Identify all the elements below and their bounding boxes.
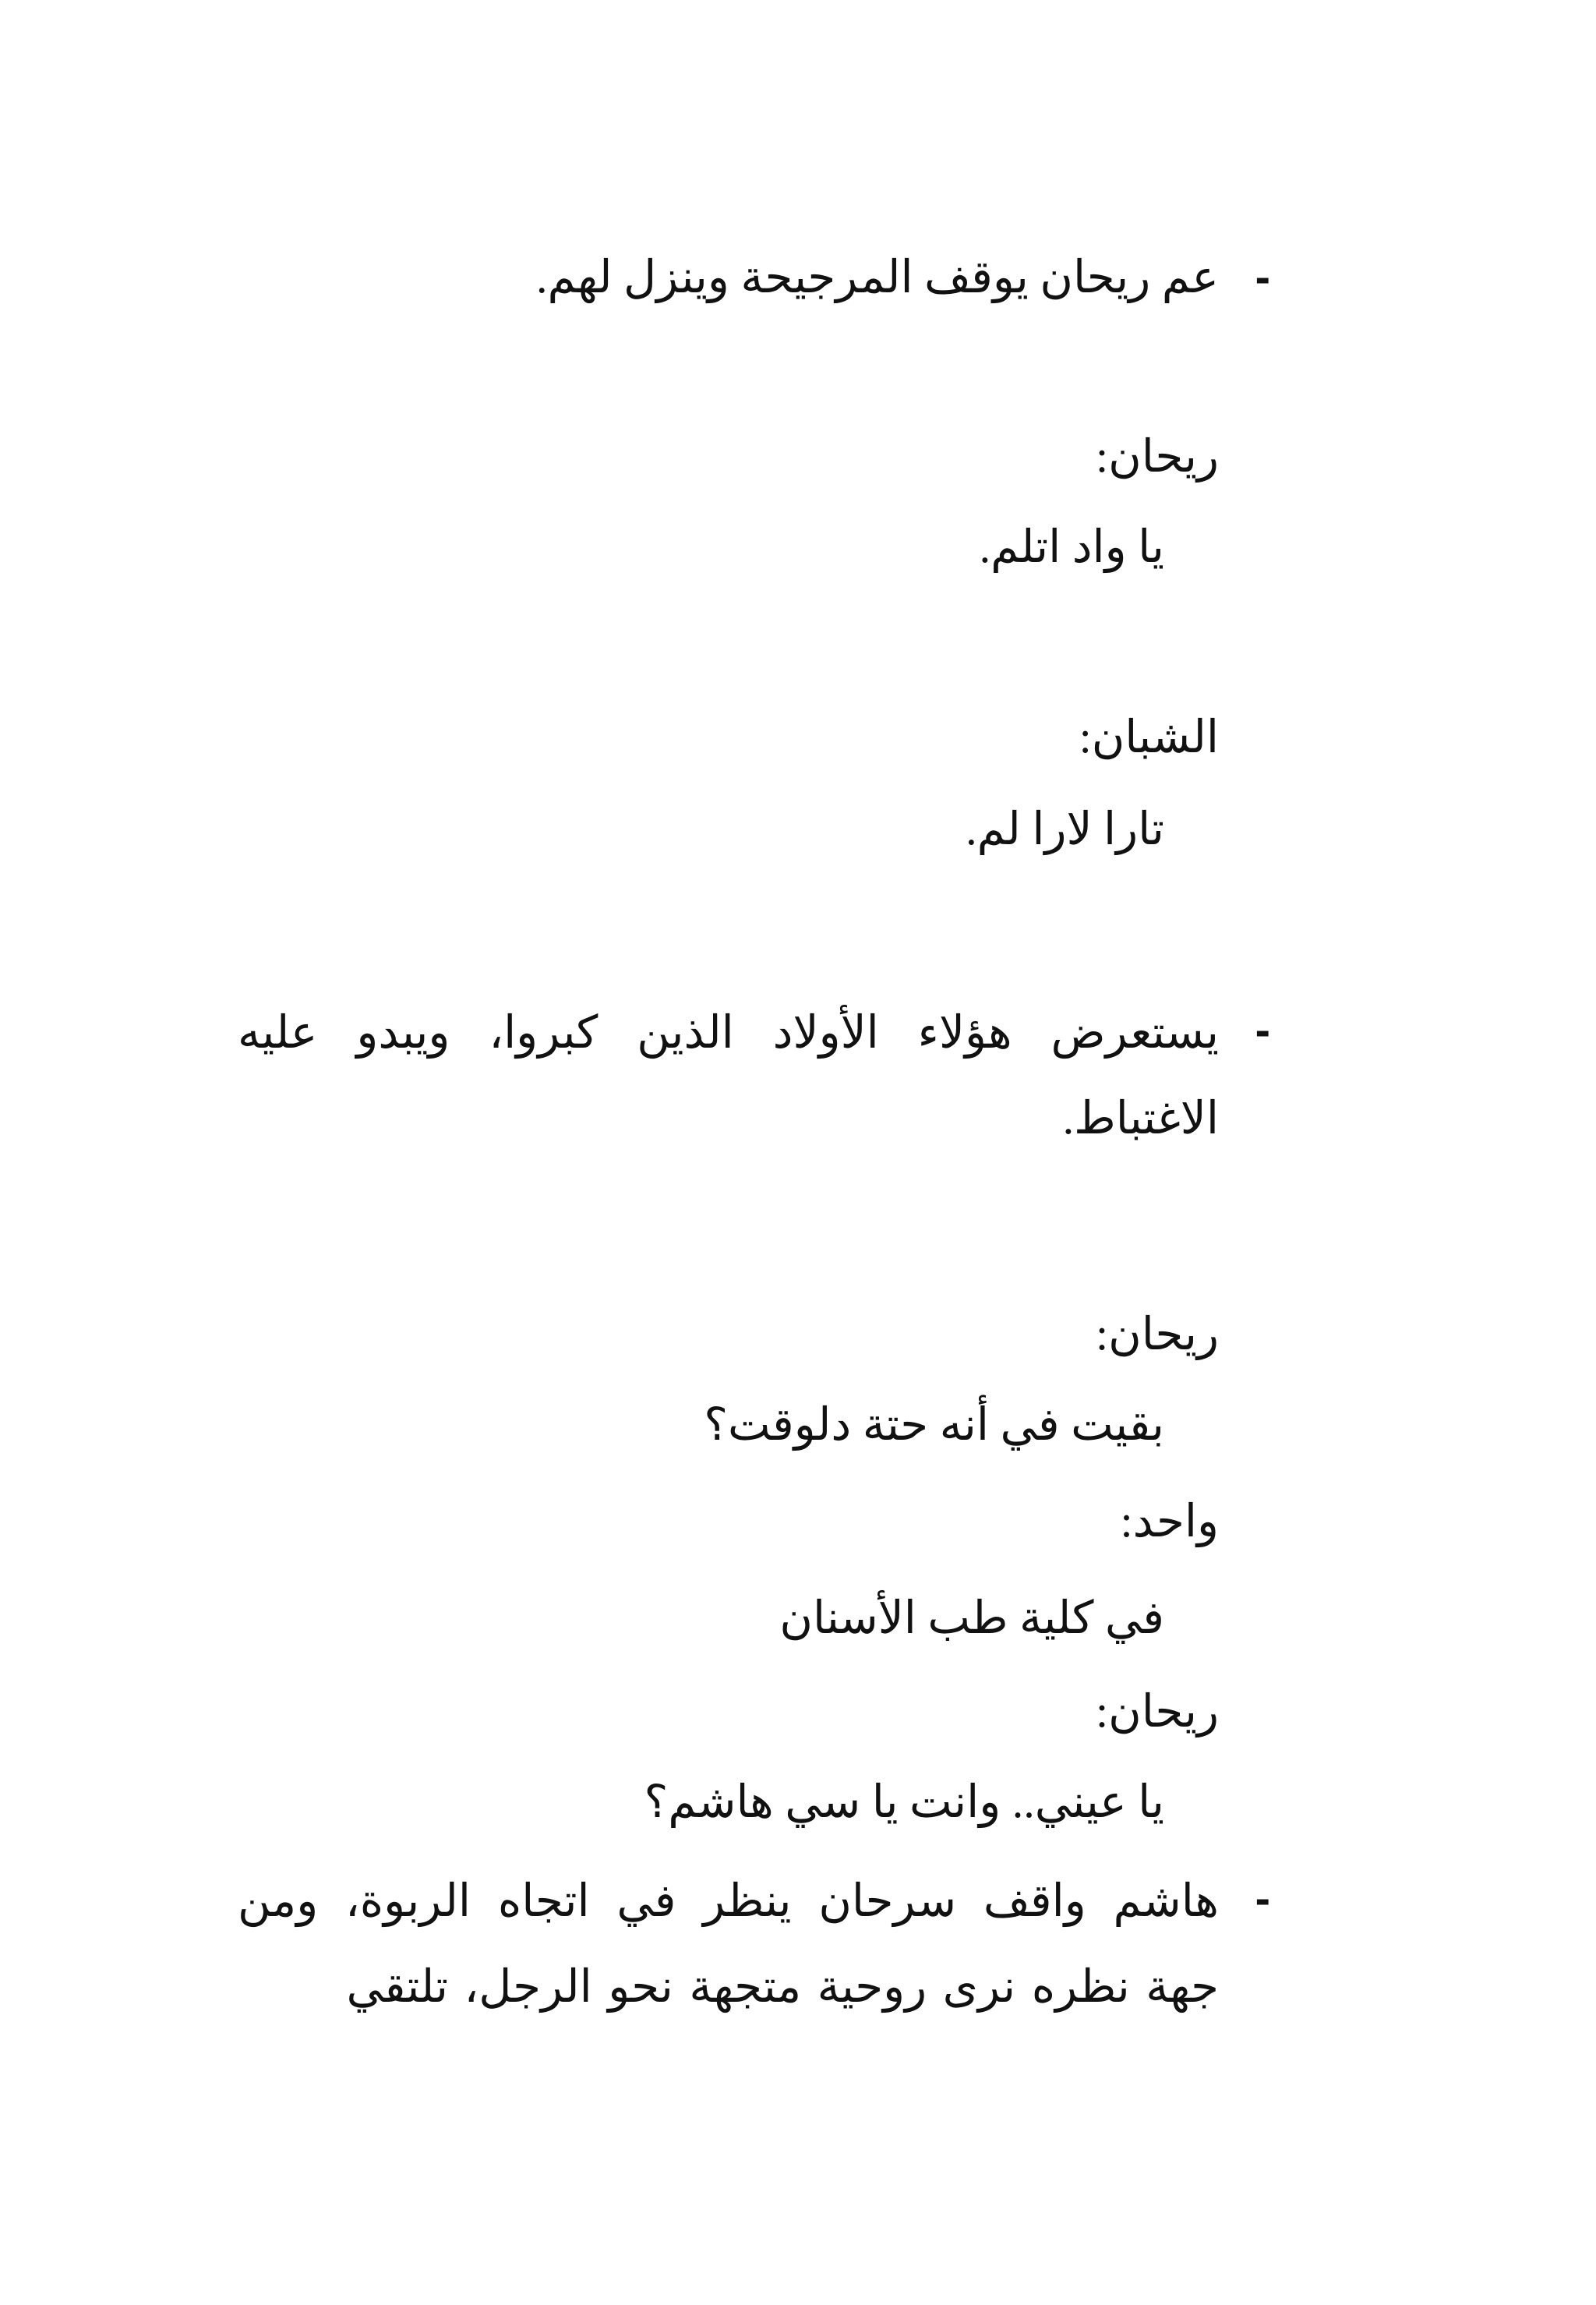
dialogue-line: تارا لارا لم. xyxy=(966,804,1164,854)
speaker-name: ريحان: xyxy=(1096,431,1219,482)
stage-direction: يستعرض هؤلاء الأولاد الذين كبروا، ويبدو عليه الاغتباط. xyxy=(238,1007,1219,1144)
speaker-name: ريحان: xyxy=(1096,1686,1219,1737)
stage-direction: هاشم واقف سرحان ينظر في اتجاه الربوة، ومن جهة نظره نرى روحية متجهة نحو الرجل، تلتقي xyxy=(238,1875,1219,2012)
bullet-marker: - xyxy=(1255,252,1270,302)
dialogue-line: يا عيني.. وانت يا سي هاشم؟ xyxy=(644,1776,1164,1827)
bullet-marker: - xyxy=(1255,1873,1270,1924)
dialogue-line: يا واد اتلم. xyxy=(979,521,1164,572)
dialogue-line: في كلية طب الأسنان xyxy=(779,1593,1164,1643)
speaker-name: الشبان: xyxy=(1079,712,1219,762)
speaker-name: ريحان: xyxy=(1096,1309,1219,1359)
speaker-name: واحد: xyxy=(1120,1496,1219,1547)
stage-direction: عم ريحان يوقف المرجيحة وينزل لهم. xyxy=(536,252,1219,302)
bullet-marker: - xyxy=(1255,1005,1270,1055)
dialogue-line: بقيت في أنه حتة دلوقت؟ xyxy=(704,1399,1164,1450)
